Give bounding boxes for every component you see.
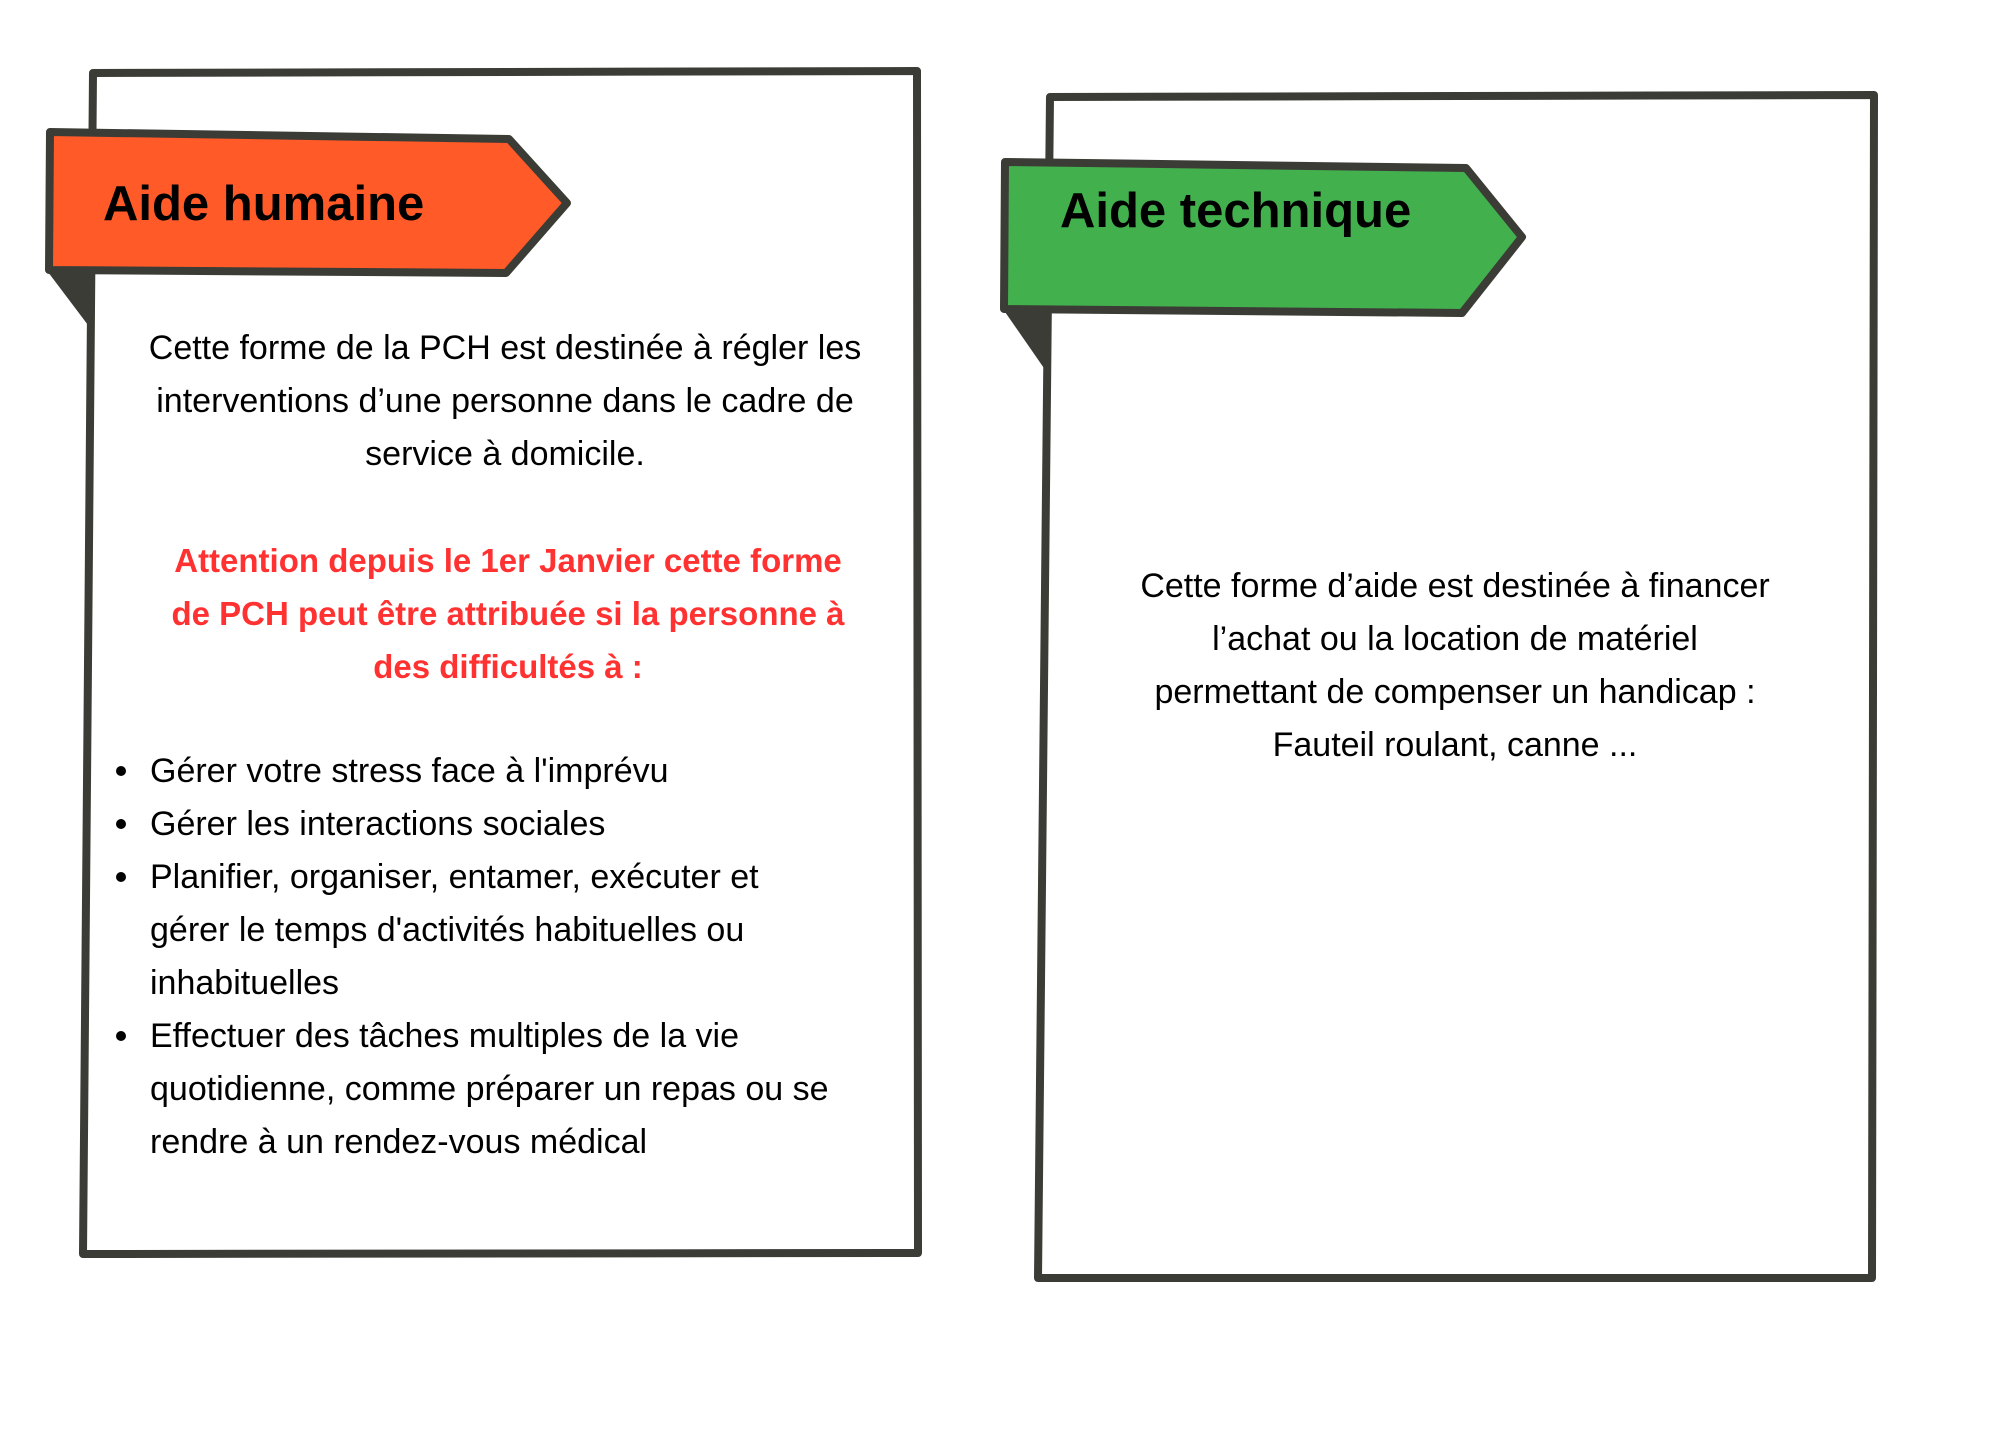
bullet-icon xyxy=(116,819,126,829)
intro-line: service à domicile. xyxy=(365,435,645,473)
list-item-text: Gérer votre stress face à l'imprévu xyxy=(150,752,669,790)
card-title: Aide humaine xyxy=(103,177,425,231)
list-item-text: inhabituelles xyxy=(150,964,340,1002)
list-item xyxy=(116,798,916,851)
alert-line: de PCH peut être attribuée si la personne à xyxy=(171,595,845,632)
bullet-icon xyxy=(116,1031,126,1041)
description-line: Cette forme d’aide est destinée à financer xyxy=(1140,567,1770,605)
list-item-text: gérer le temps d'activités habituelles ou xyxy=(150,911,745,949)
bullet-icon xyxy=(116,872,126,882)
list-item-text: rendre à un rendez-vous médical xyxy=(150,1123,648,1161)
intro-line: Cette forme de la PCH est destinée à régler les xyxy=(148,329,862,367)
description-line: l’achat ou la location de matériel xyxy=(1212,620,1698,658)
intro-paragraph xyxy=(97,322,913,481)
alert-line: Attention depuis le 1er Janvier cette forme xyxy=(174,542,842,579)
alert-line: des difficultés à : xyxy=(373,648,643,685)
list-item xyxy=(116,745,916,798)
list-item-text: Effectuer des tâches multiples de la vie xyxy=(150,1017,740,1055)
list-item xyxy=(116,1010,916,1169)
description-paragraph xyxy=(1046,560,1864,772)
list-item xyxy=(116,851,916,1010)
difficulties-list xyxy=(116,745,916,1169)
bullet-icon xyxy=(116,766,126,776)
list-item-text: Gérer les interactions sociales xyxy=(150,805,606,843)
description-line: Fauteil roulant, canne ... xyxy=(1272,726,1638,764)
intro-line: interventions d’une personne dans le cadre de xyxy=(156,382,854,420)
list-item-text: quotidienne, comme préparer un repas ou se xyxy=(150,1070,829,1108)
description-line: permettant de compenser un handicap : xyxy=(1154,673,1756,711)
list-item-text: Planifier, organiser, entamer, exécuter et xyxy=(150,858,759,896)
alert-paragraph xyxy=(97,534,919,693)
card-title: Aide technique xyxy=(1060,184,1412,238)
